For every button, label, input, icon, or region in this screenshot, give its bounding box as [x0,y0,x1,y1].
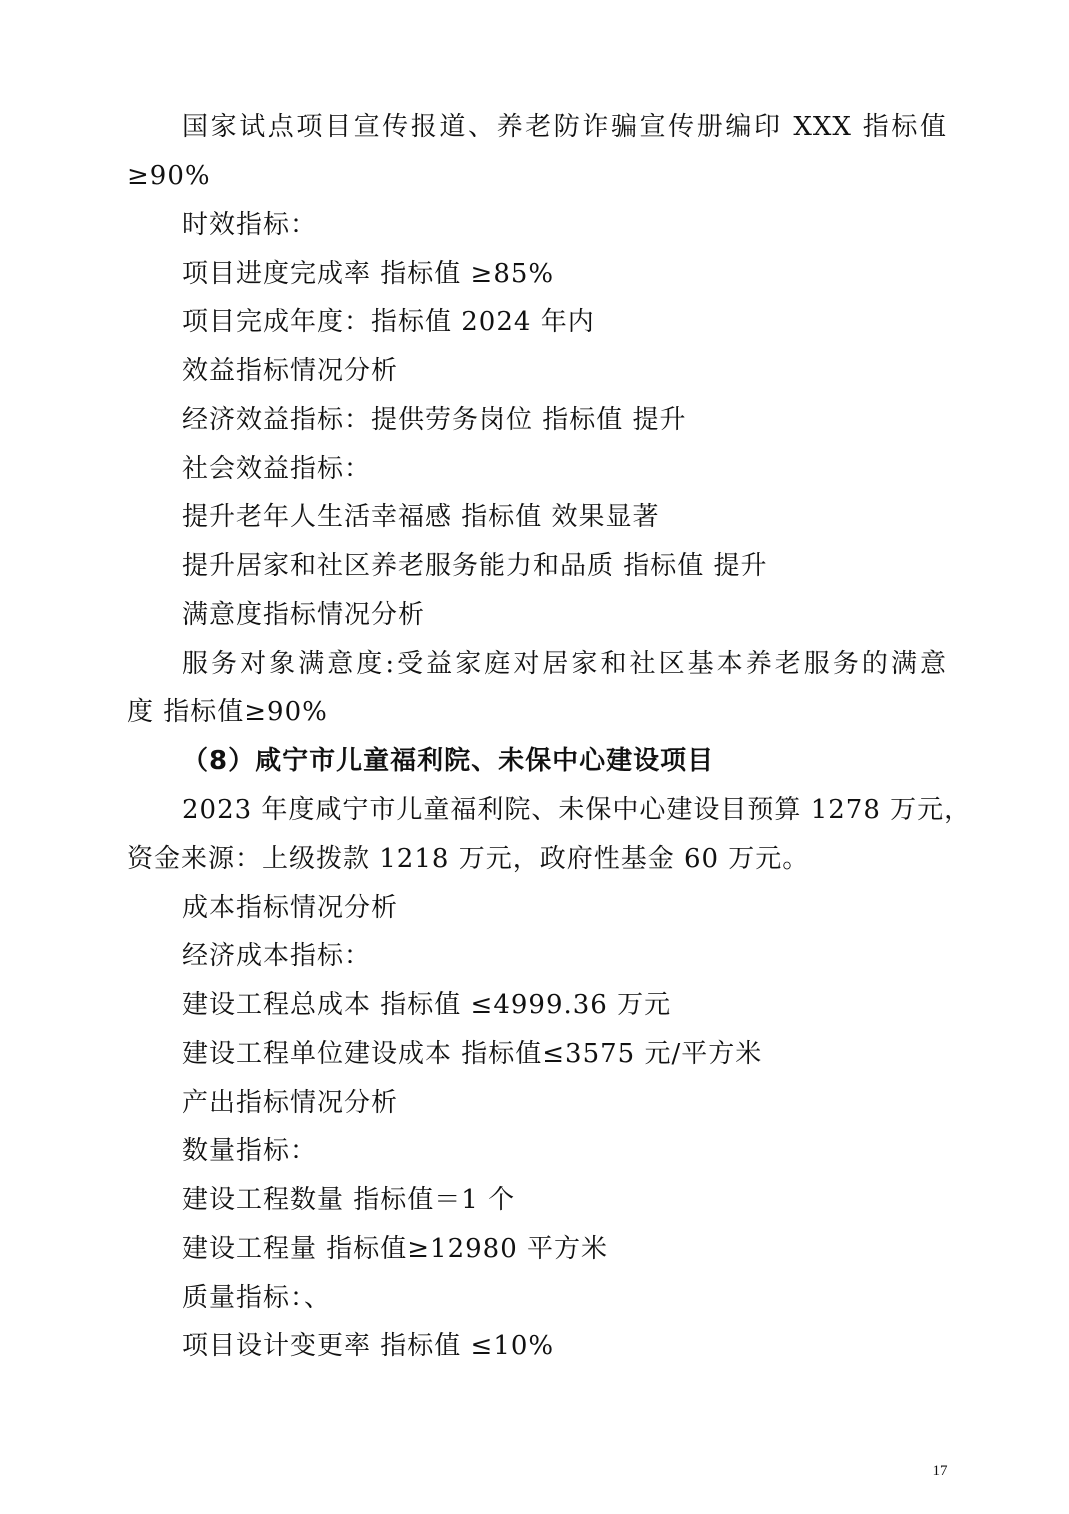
text-line: 建设工程总成本 指标值 ≤4999.36 万元 [182,990,672,1020]
text-line: 效益指标情况分析 [182,356,399,386]
text-line: 质量指标：、 [182,1283,332,1313]
text-line: 时效指标： [182,210,318,240]
text-line: ≥90% [127,161,211,191]
text-line: 提升老年人生活幸福感 指标值 效果显著 [182,502,660,532]
text-line: 项目完成年度：指标值 2024 年内 [182,307,595,337]
text-line: 提升居家和社区养老服务能力和品质 指标值 提升 [182,551,768,581]
text-line: 建设工程量 指标值≥12980 平方米 [182,1234,609,1264]
text-line: 建设工程数量 指标值＝1 个 [182,1185,516,1215]
page-number: 17 [932,1463,948,1479]
text-line: 资金来源：上级拨款 1218 万元，政府性基金 60 万元。 [127,844,810,874]
text-line: 经济成本指标： [182,941,372,971]
text-line: 经济效益指标：提供劳务岗位 指标值 提升 [182,405,687,435]
text-line: 服务对象满意度:受益家庭对居家和社区基本养老服务的满意 [182,649,947,679]
text-line: 2023 年度咸宁市儿童福利院、未保中心建设目预算 1278 万元， [182,795,972,825]
text-line: 数量指标： [182,1136,318,1166]
text-line: 成本指标情况分析 [182,893,399,923]
section-heading: （8）咸宁市儿童福利院、未保中心建设项目 [182,746,715,776]
text-line: 建设工程单位建设成本 指标值≤3575 元/平方米 [182,1039,763,1069]
text-line: 国家试点项目宣传报道、养老防诈骗宣传册编印 XXX 指标值 [182,112,947,142]
text-line: 度 指标值≥90% [127,697,328,727]
text-line: 项目进度完成率 指标值 ≥85% [182,259,555,289]
text-line: 项目设计变更率 指标值 ≤10% [182,1331,555,1361]
text-line: 产出指标情况分析 [182,1088,399,1118]
text-line: 社会效益指标： [182,454,372,484]
text-line: 满意度指标情况分析 [182,600,426,630]
